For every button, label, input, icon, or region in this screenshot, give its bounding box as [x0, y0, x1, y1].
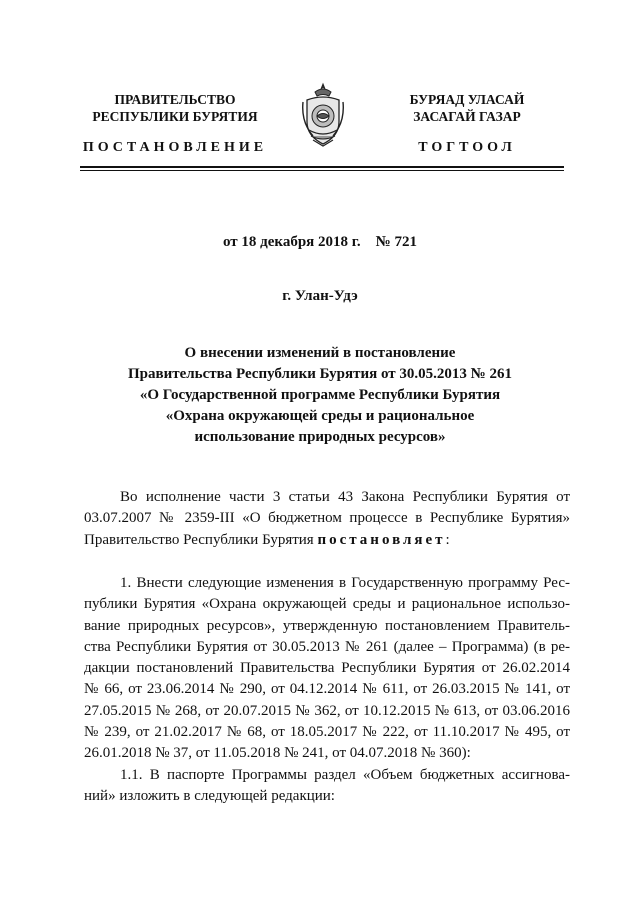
header-left-line-2: РЕСПУБЛИКИ БУРЯТИЯ: [92, 109, 258, 124]
paragraph-line: 26.01.2018 № 37, от 11.05.2018 № 241, от 04.07.2018 № 360):: [84, 745, 471, 762]
title-line: «О Государственной программе Республики Бурятия: [139, 387, 501, 403]
document-kind-bua: ТОГТООЛ: [418, 140, 516, 155]
paragraph-line: 27.05.2015 № 268, от 20.07.2015 № 362, от 10.12.2015 № 613, от 03.06.2016: [84, 702, 570, 719]
paragraph-line: Во исполнение части 3 статьи 43 Закона Республики Бурятия от: [120, 489, 570, 505]
coat-of-arms-icon: [299, 80, 347, 152]
header-right: [372, 91, 562, 125]
document-kind-ru: ПОСТАНОВЛЕНИЕ: [82, 140, 268, 155]
title-line: О внесении изменений в постановление: [184, 345, 456, 361]
paragraph-line: 1. Внести следующие изменения в Государственную программу Рес-: [120, 575, 570, 591]
date-number-line: от 18 декабря 2018 г. № 721: [223, 234, 417, 250]
paragraph-line: публики Бурятия «Охрана окружающей среды и рациональное использо-: [84, 596, 570, 613]
item-1-paragraph: [84, 573, 570, 765]
title-line: использование природных ресурсов»: [194, 429, 446, 445]
title-line: Правительства Республики Бурятия от 30.05.2013 № 261: [127, 366, 512, 382]
header-rule-thick: [80, 166, 564, 168]
header-left: [80, 91, 270, 125]
header-left-line-1: ПРАВИТЕЛЬСТВО: [114, 92, 236, 107]
resolves-word: постановляет: [317, 531, 446, 548]
document-title: [60, 343, 580, 448]
paragraph-line: ства Республики Бурятия от 30.05.2013 № 261 (далее – Программа) (в ре-: [84, 638, 570, 655]
paragraph-line: № 66, от 23.06.2014 № 290, от 04.12.2014 № 611, от 26.03.2015 № 141, от: [84, 681, 570, 698]
paragraph-line: 1.1. В паспорте Программы раздел «Объем бюджетных ассигнова-: [120, 767, 570, 783]
paragraph-line: 03.07.2007 № 2359-III «О бюджетном процессе в Республике Бурятия»: [84, 510, 570, 527]
preamble-colon: :: [445, 531, 450, 548]
header-rule-thin: [80, 170, 564, 171]
paragraph-line: дакции постановлений Правительства Республики Бурятия от 26.02.2014: [84, 660, 570, 677]
paragraph-line: вание природных ресурсов», утвержденную постановлением Правитель-: [84, 617, 570, 634]
header-right-line-1: БУРЯАД УЛАСАЙ: [409, 92, 525, 107]
city-line: г. Улан-Удэ: [282, 288, 358, 304]
paragraph-line: ний» изложить в следующей редакции:: [84, 788, 335, 805]
title-line: «Охрана окружающей среды и рациональное: [165, 408, 475, 424]
preamble-subject: Правительство Республики Бурятия: [84, 531, 318, 548]
paragraph-line: [84, 530, 570, 551]
paragraph-line: № 239, от 21.02.2017 № 68, от 18.05.2017 № 222, от 11.10.2017 № 495, от: [84, 724, 570, 741]
header-right-line-2: ЗАСАГАЙ ГАЗАР: [413, 109, 521, 124]
preamble-paragraph: [84, 487, 570, 551]
item-1-1-paragraph: [84, 765, 570, 808]
